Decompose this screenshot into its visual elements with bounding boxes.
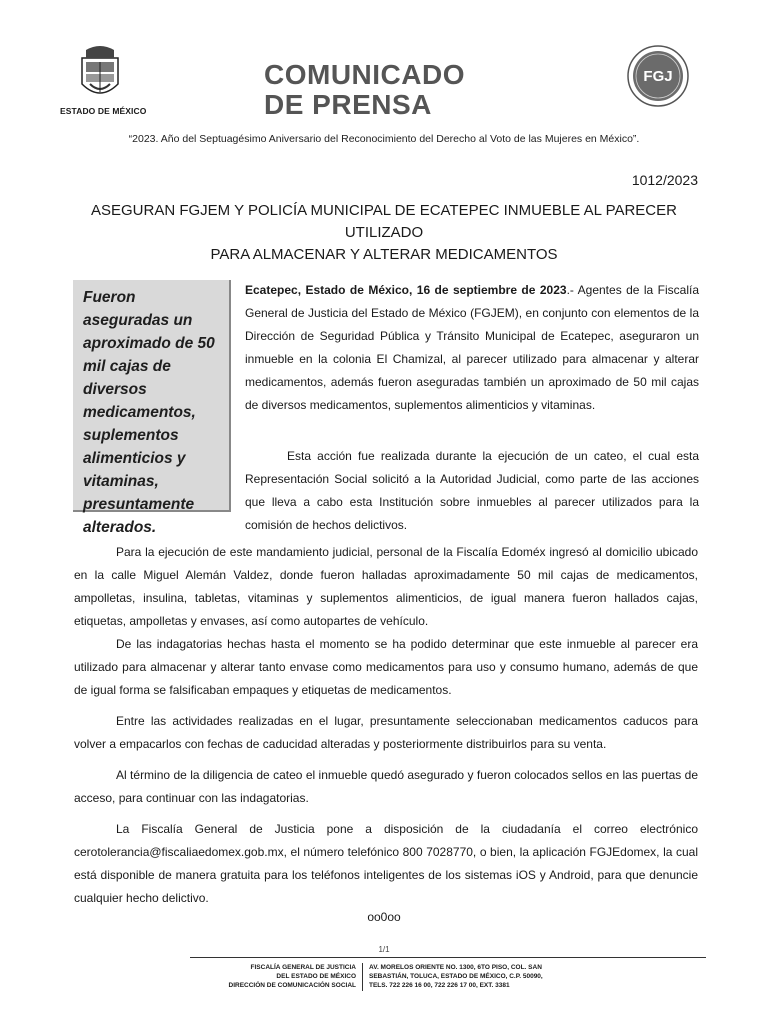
headline-line-1: ASEGURAN FGJEM Y POLICÍA MUNICIPAL DE ECATEPEC INMUEBLE AL PARECER UTILIZADO — [91, 202, 677, 241]
footer-divider — [190, 957, 706, 958]
footer-right-line-2: SEBASTIÁN, TOLUCA, ESTADO DE MÉXICO, C.P. 50090, — [369, 973, 543, 980]
body-paragraph: Entre las actividades realizadas en el lugar, presuntamente seleccionaban medicamentos caducos para volver a empacarlos con fechas de caducidad alteradas y posteriormente distribuirlos para su venta. — [74, 714, 698, 751]
footer-right-line-1: AV. MORELOS ORIENTE NO. 1300, 6TO PISO, COL. SAN — [369, 964, 542, 971]
title-line-1: COMUNICADO — [264, 59, 465, 90]
communique-number: 1012/2023 — [631, 172, 698, 188]
estado-de-mexico-logo — [60, 44, 147, 116]
footer-separator — [362, 963, 363, 991]
headline — [60, 200, 708, 266]
page-number: 1/1 — [378, 945, 390, 954]
press-release-title — [264, 60, 504, 120]
lead-paragraph — [245, 279, 699, 417]
footer-institution — [190, 963, 356, 990]
footer-left-line-2: DEL ESTADO DE MÉXICO — [276, 973, 356, 980]
contact-paragraph: La Fiscalía General de Justicia pone a disposición de la ciudadanía el correo electrónico cerotolerancia@fiscaliaedomex.gob.mx, el número telefónico 800 7028770, o bien, la aplicación FGJEdomex, la cual está disponible de manera gratuita para los teléfonos inteligentes de los sistemas iOS y Android, para que denuncie cualquier hecho delictivo. — [74, 822, 698, 905]
highlight-box: Fueron aseguradas un aproximado de 50 mil cajas de diversos medicamentos, suplementos alimenticios y vitaminas, presuntamente alterados. — [73, 280, 231, 512]
letterhead — [0, 0, 768, 145]
year-motto: “2023. Año del Septuagésimo Aniversario del Reconocimiento del Derecho al Voto de las Mujeres en México”. — [128, 133, 640, 145]
body-paragraph: De las indagatorias hechas hasta el momento se ha podido determinar que este inmueble al parecer era utilizado para almacenar y alterar tanto envase como medicamentos para uso y consumo humano, además de que de igual forma se falsificaban empaques y etiquetas de medicamentos. — [74, 637, 698, 697]
footer-right-line-3: TELS. 722 226 16 00, 722 226 17 00, EXT. 3381 — [369, 982, 510, 989]
footer-address — [369, 963, 609, 990]
body-paragraph: Para la ejecución de este mandamiento judicial, personal de la Fiscalía Edoméx ingresó al domicilio ubicado en la calle Miguel Alemán Valdez, donde fueron halladas aproximadamente 50 mil cajas de medicamentos, ampolletas, insulina, tabletas, vitaminas y suplementos alimenticios, de igual manera fueron hallados cajas, etiquetas, ampolletas y envases, así como autopartes de vehículo. — [74, 545, 698, 628]
estado-de-mexico-label: ESTADO DE MÉXICO — [60, 106, 147, 116]
body-paragraph: Al término de la diligencia de cateo el inmueble quedó asegurado y fueron colocados sellos en las puertas de acceso, para continuar con las indagatorias. — [74, 768, 698, 805]
closing-mark: oo0oo — [367, 910, 401, 924]
lead-text: .- Agentes de la Fiscalía General de Justicia del Estado de México (FGJEM), en conjunto con elementos de la Dirección de Seguridad Pública y Tránsito Municipal de Ecatepec, aseguraron un inmueble en la colonia El Chamizal, al parecer utilizado para almacenar y alterar medicamentos, además fueron aseguradas también un aproximado de 50 mil cajas de diversos medicamentos, suplementos alimenticios y vitaminas. — [245, 283, 700, 412]
fgj-seal-icon — [627, 45, 689, 107]
footer-left-line-1: FISCALÍA GENERAL DE JUSTICIA — [250, 964, 356, 971]
dateline: Ecatepec, Estado de México, 16 de septiembre de 2023 — [245, 283, 567, 297]
coat-of-arms-icon — [76, 44, 124, 104]
title-line-2: DE PRENSA — [264, 89, 432, 120]
headline-line-2: PARA ALMACENAR Y ALTERAR MEDICAMENTOS — [210, 246, 558, 263]
second-paragraph: Esta acción fue realizada durante la ejecución de un cateo, el cual esta Representación Social solicitó a la Autoridad Judicial, como parte de las acciones que lleva a cabo esta Institución sobre inmuebles al parecer utilizados para la comisión de hechos delictivos. — [245, 449, 699, 532]
fgj-logo-text: FGJ — [643, 68, 673, 85]
footer-left-line-3: DIRECCIÓN DE COMUNICACIÓN SOCIAL — [228, 982, 356, 989]
